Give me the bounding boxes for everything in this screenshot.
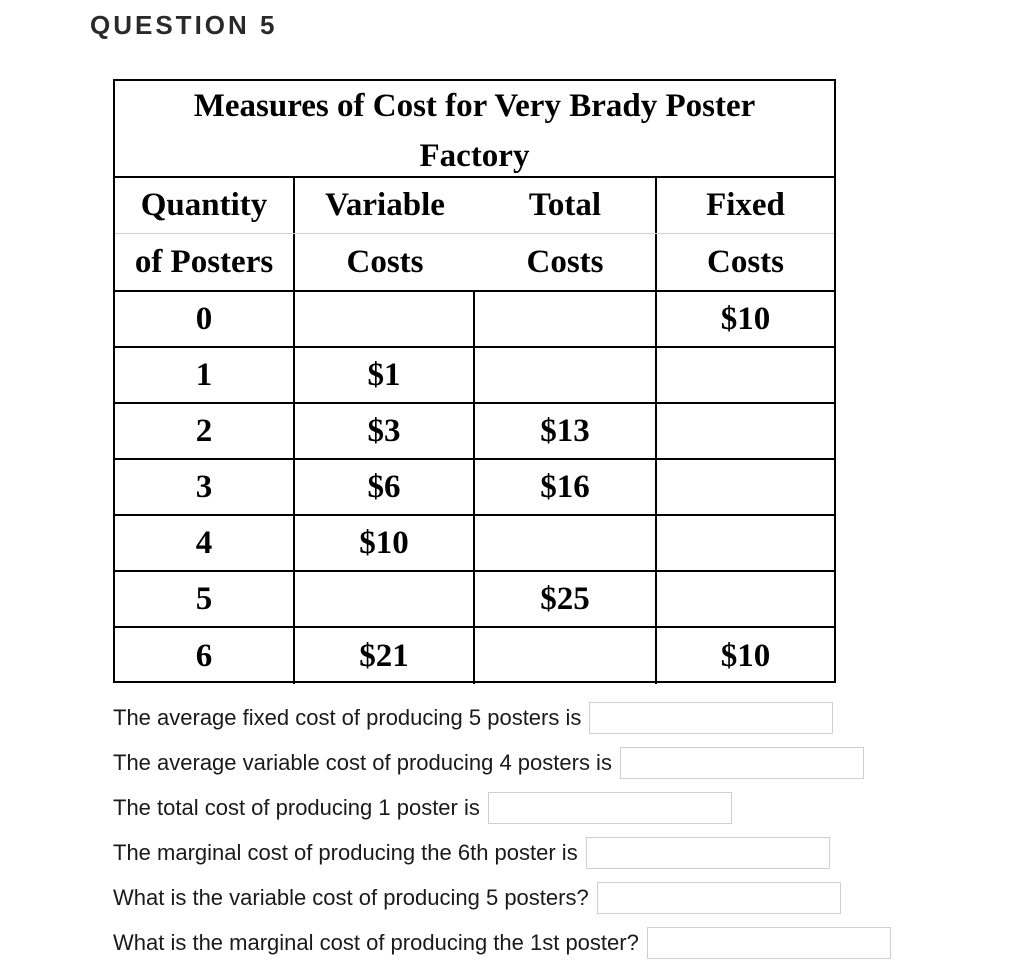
header-cell: Costs	[346, 243, 424, 280]
table-cell	[295, 292, 475, 346]
table-cell	[475, 348, 657, 402]
table-cell: 3	[115, 460, 295, 514]
table-cell: 0	[115, 292, 295, 346]
table-cell: 4	[115, 516, 295, 570]
question-line	[113, 830, 993, 875]
header-cell: Total	[475, 178, 657, 233]
table-cell: $10	[720, 637, 771, 674]
table-cell: $16	[475, 460, 657, 514]
question-text: The average fixed cost of producing 5 posters is	[113, 704, 582, 730]
table-cell: $25	[475, 572, 657, 626]
table-cell	[657, 516, 834, 570]
table-row	[115, 572, 834, 628]
table-cell	[475, 628, 657, 684]
header-cell: Variable	[325, 187, 445, 223]
header-cell: of Posters	[115, 234, 295, 290]
header-row-2	[115, 234, 834, 292]
header-cell: Costs	[706, 243, 784, 280]
question-text: The average variable cost of producing 4 posters is	[113, 749, 612, 775]
table-cell	[657, 404, 834, 458]
question-text: The marginal cost of producing the 6th poster is	[113, 839, 578, 865]
answer-input[interactable]	[620, 747, 864, 779]
table-cell: $6	[295, 460, 475, 514]
table-cell: 2	[115, 404, 295, 458]
cost-table	[113, 79, 836, 683]
table-cell	[657, 348, 834, 402]
table-row	[115, 628, 834, 684]
table-row	[115, 404, 834, 460]
question-line	[113, 740, 993, 785]
table-cell: $10	[295, 516, 475, 570]
question-text: What is the variable cost of producing 5 posters?	[113, 884, 589, 910]
table-row	[115, 516, 834, 572]
table-row	[115, 460, 834, 516]
table-cell: $21	[295, 628, 475, 684]
question-text: The total cost of producing 1 poster is	[113, 794, 480, 820]
header-cell: Fixed	[706, 187, 785, 223]
answer-input[interactable]	[597, 882, 841, 914]
question-line	[113, 695, 993, 740]
table-row	[115, 292, 834, 348]
table-cell: 1	[115, 348, 295, 402]
table-row	[115, 348, 834, 404]
answer-input[interactable]	[488, 792, 732, 824]
table-cell: $1	[295, 348, 475, 402]
table-cell	[295, 572, 475, 626]
answer-input[interactable]	[586, 837, 830, 869]
table-cell: $13	[475, 404, 657, 458]
answer-input[interactable]	[589, 702, 833, 734]
table-cell	[657, 460, 834, 514]
question-line	[113, 875, 993, 920]
table-cell	[657, 572, 834, 626]
answer-input[interactable]	[647, 927, 891, 959]
question-list	[113, 695, 993, 965]
table-cell: $3	[295, 404, 475, 458]
table-cell: 6	[115, 628, 295, 684]
table-title: Measures of Cost for Very Brady Poster Factory	[115, 81, 834, 178]
header-cell: Costs	[475, 234, 657, 290]
question-text: What is the marginal cost of producing the 1st poster?	[113, 929, 639, 955]
header-cell: Quantity	[115, 178, 295, 233]
header-row-1	[115, 178, 834, 234]
table-cell: $10	[720, 300, 771, 337]
question-title: QUESTION 5	[90, 10, 278, 40]
table-cell	[475, 292, 657, 346]
question-line	[113, 785, 993, 830]
table-cell: 5	[115, 572, 295, 626]
table-cell	[475, 516, 657, 570]
question-line	[113, 920, 993, 965]
